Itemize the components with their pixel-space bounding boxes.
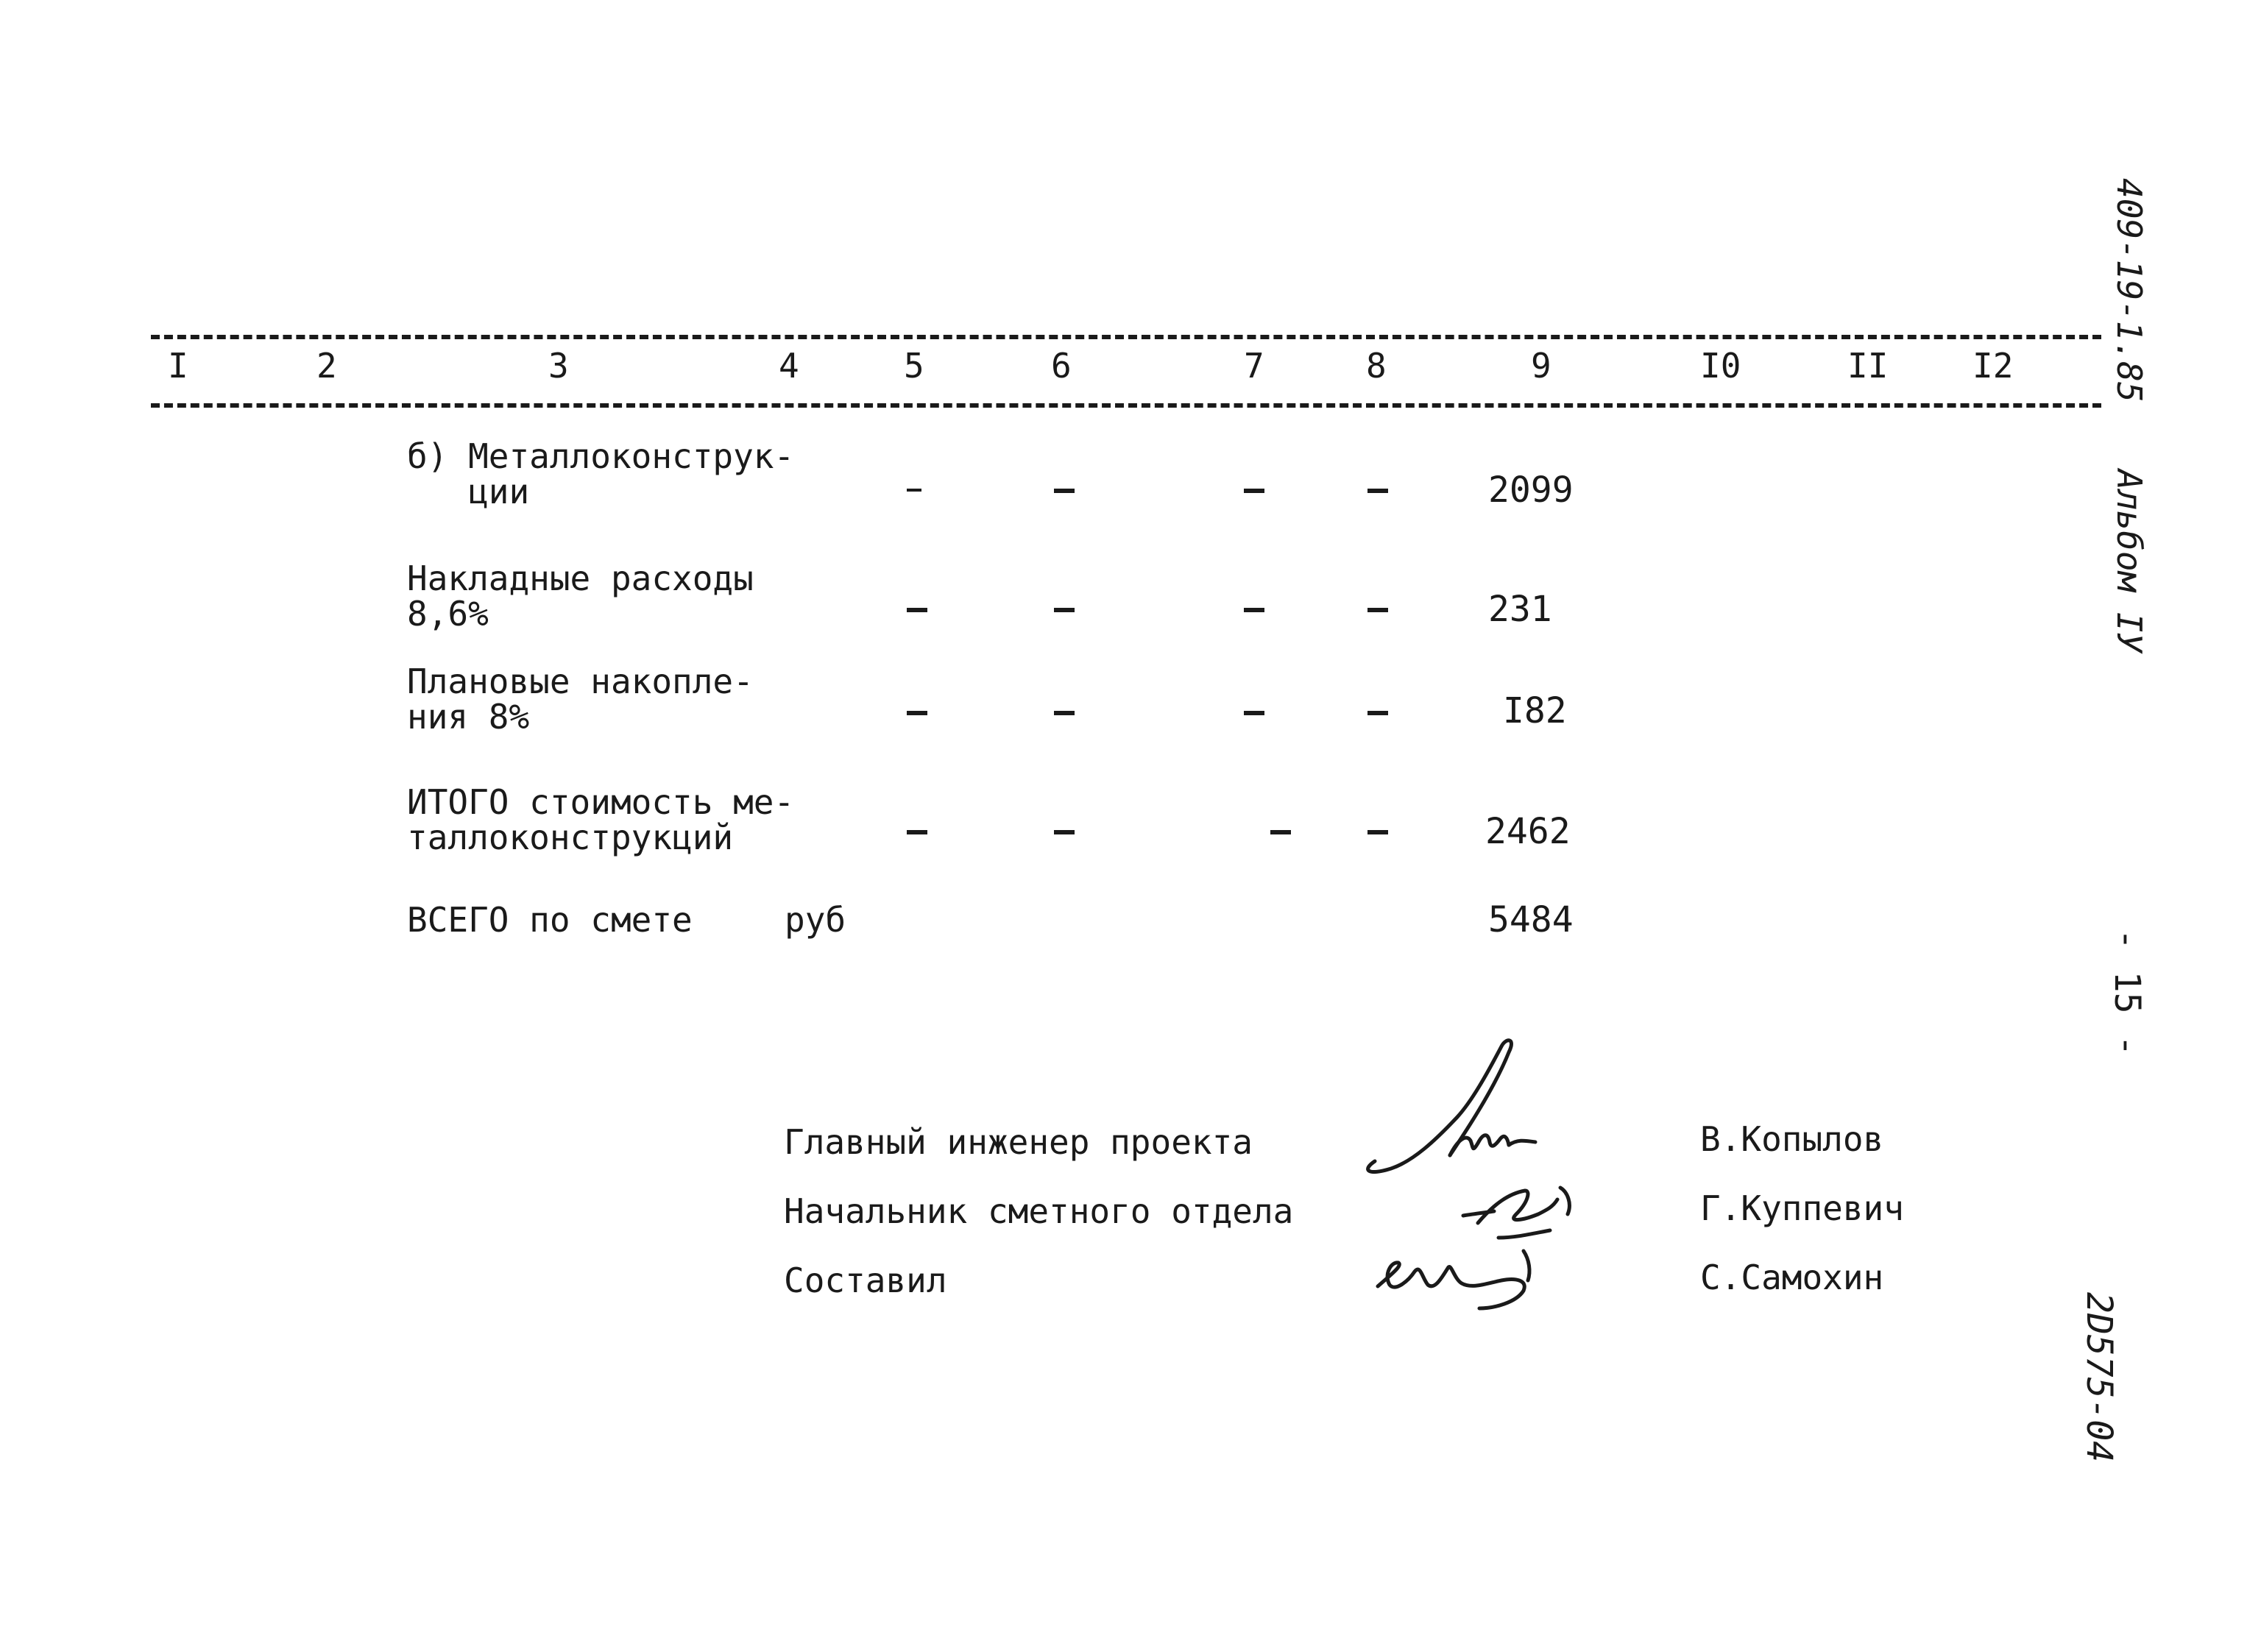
dash-cell bbox=[1270, 830, 1291, 834]
page-number: - 15 - bbox=[2106, 929, 2148, 1057]
dash-cell bbox=[1054, 608, 1075, 612]
column-number: I2 bbox=[1972, 346, 2014, 386]
column-number: 4 bbox=[779, 346, 799, 386]
signature-name-chief-engineer: В.Копылов bbox=[1700, 1119, 1884, 1159]
column-number: 2 bbox=[316, 346, 337, 386]
column-number: I bbox=[168, 346, 188, 386]
dash-cell bbox=[1054, 830, 1075, 834]
row-value: I82 bbox=[1503, 690, 1567, 731]
row-label-metal-total: ИТОГО стоимость ме- таллоконструкций bbox=[407, 782, 795, 857]
row-value: 2099 bbox=[1488, 469, 1574, 511]
column-number: 6 bbox=[1051, 346, 1072, 386]
dash-cell bbox=[1054, 711, 1075, 715]
dash-cell bbox=[1367, 830, 1388, 834]
header-bottom-rule bbox=[151, 403, 2101, 408]
dash-cell bbox=[1367, 711, 1388, 715]
dash-cell bbox=[1244, 608, 1264, 612]
doc-code-album-stamp bbox=[2109, 178, 2149, 653]
row-value: 231 bbox=[1488, 589, 1552, 630]
column-number: II bbox=[1847, 346, 1889, 386]
row-value: 2462 bbox=[1485, 811, 1571, 852]
row-label-metal: б) Металлоконструк- ции bbox=[407, 436, 795, 511]
row-label-planned-savings: Плановые накопле- ния 8% bbox=[407, 662, 754, 737]
row-label-overhead: Накладные расходы 8,6% bbox=[407, 559, 754, 634]
dash-cell bbox=[1367, 489, 1388, 493]
signature-role-compiler: Составил bbox=[784, 1261, 947, 1300]
dash-cell bbox=[907, 711, 927, 715]
dash-cell bbox=[907, 489, 921, 492]
header-top-rule bbox=[151, 335, 2101, 339]
archive-number: 2D575-04 bbox=[2078, 1292, 2120, 1463]
column-number: 5 bbox=[904, 346, 924, 386]
dash-cell bbox=[907, 830, 927, 834]
column-number: 3 bbox=[548, 346, 569, 386]
dash-cell bbox=[1244, 711, 1264, 715]
dash-cell bbox=[907, 608, 927, 612]
column-number: 8 bbox=[1366, 346, 1387, 386]
column-number: I0 bbox=[1700, 346, 1741, 386]
column-number: 7 bbox=[1244, 346, 1264, 386]
dash-cell bbox=[1054, 489, 1075, 493]
total-label: ВСЕГО по смете bbox=[407, 900, 693, 940]
column-number: 9 bbox=[1531, 346, 1551, 386]
signature-role-estimate-head: Начальник сметного отдела bbox=[784, 1191, 1294, 1231]
dash-cell bbox=[1244, 489, 1264, 493]
dash-cell bbox=[1367, 608, 1388, 612]
total-value: 5484 bbox=[1488, 899, 1574, 940]
signature-name-estimate-head: Г.Куппевич bbox=[1700, 1188, 1904, 1228]
signature-name-compiler: С.Самохин bbox=[1700, 1258, 1884, 1297]
handwritten-signatures bbox=[1354, 1030, 1619, 1317]
signature-role-chief-engineer: Главный инженер проекта bbox=[784, 1122, 1253, 1162]
total-unit: руб bbox=[785, 900, 846, 940]
doc-code: 409-19-1.85 bbox=[2109, 178, 2149, 403]
album-label: Альбом IУ bbox=[2109, 469, 2149, 653]
